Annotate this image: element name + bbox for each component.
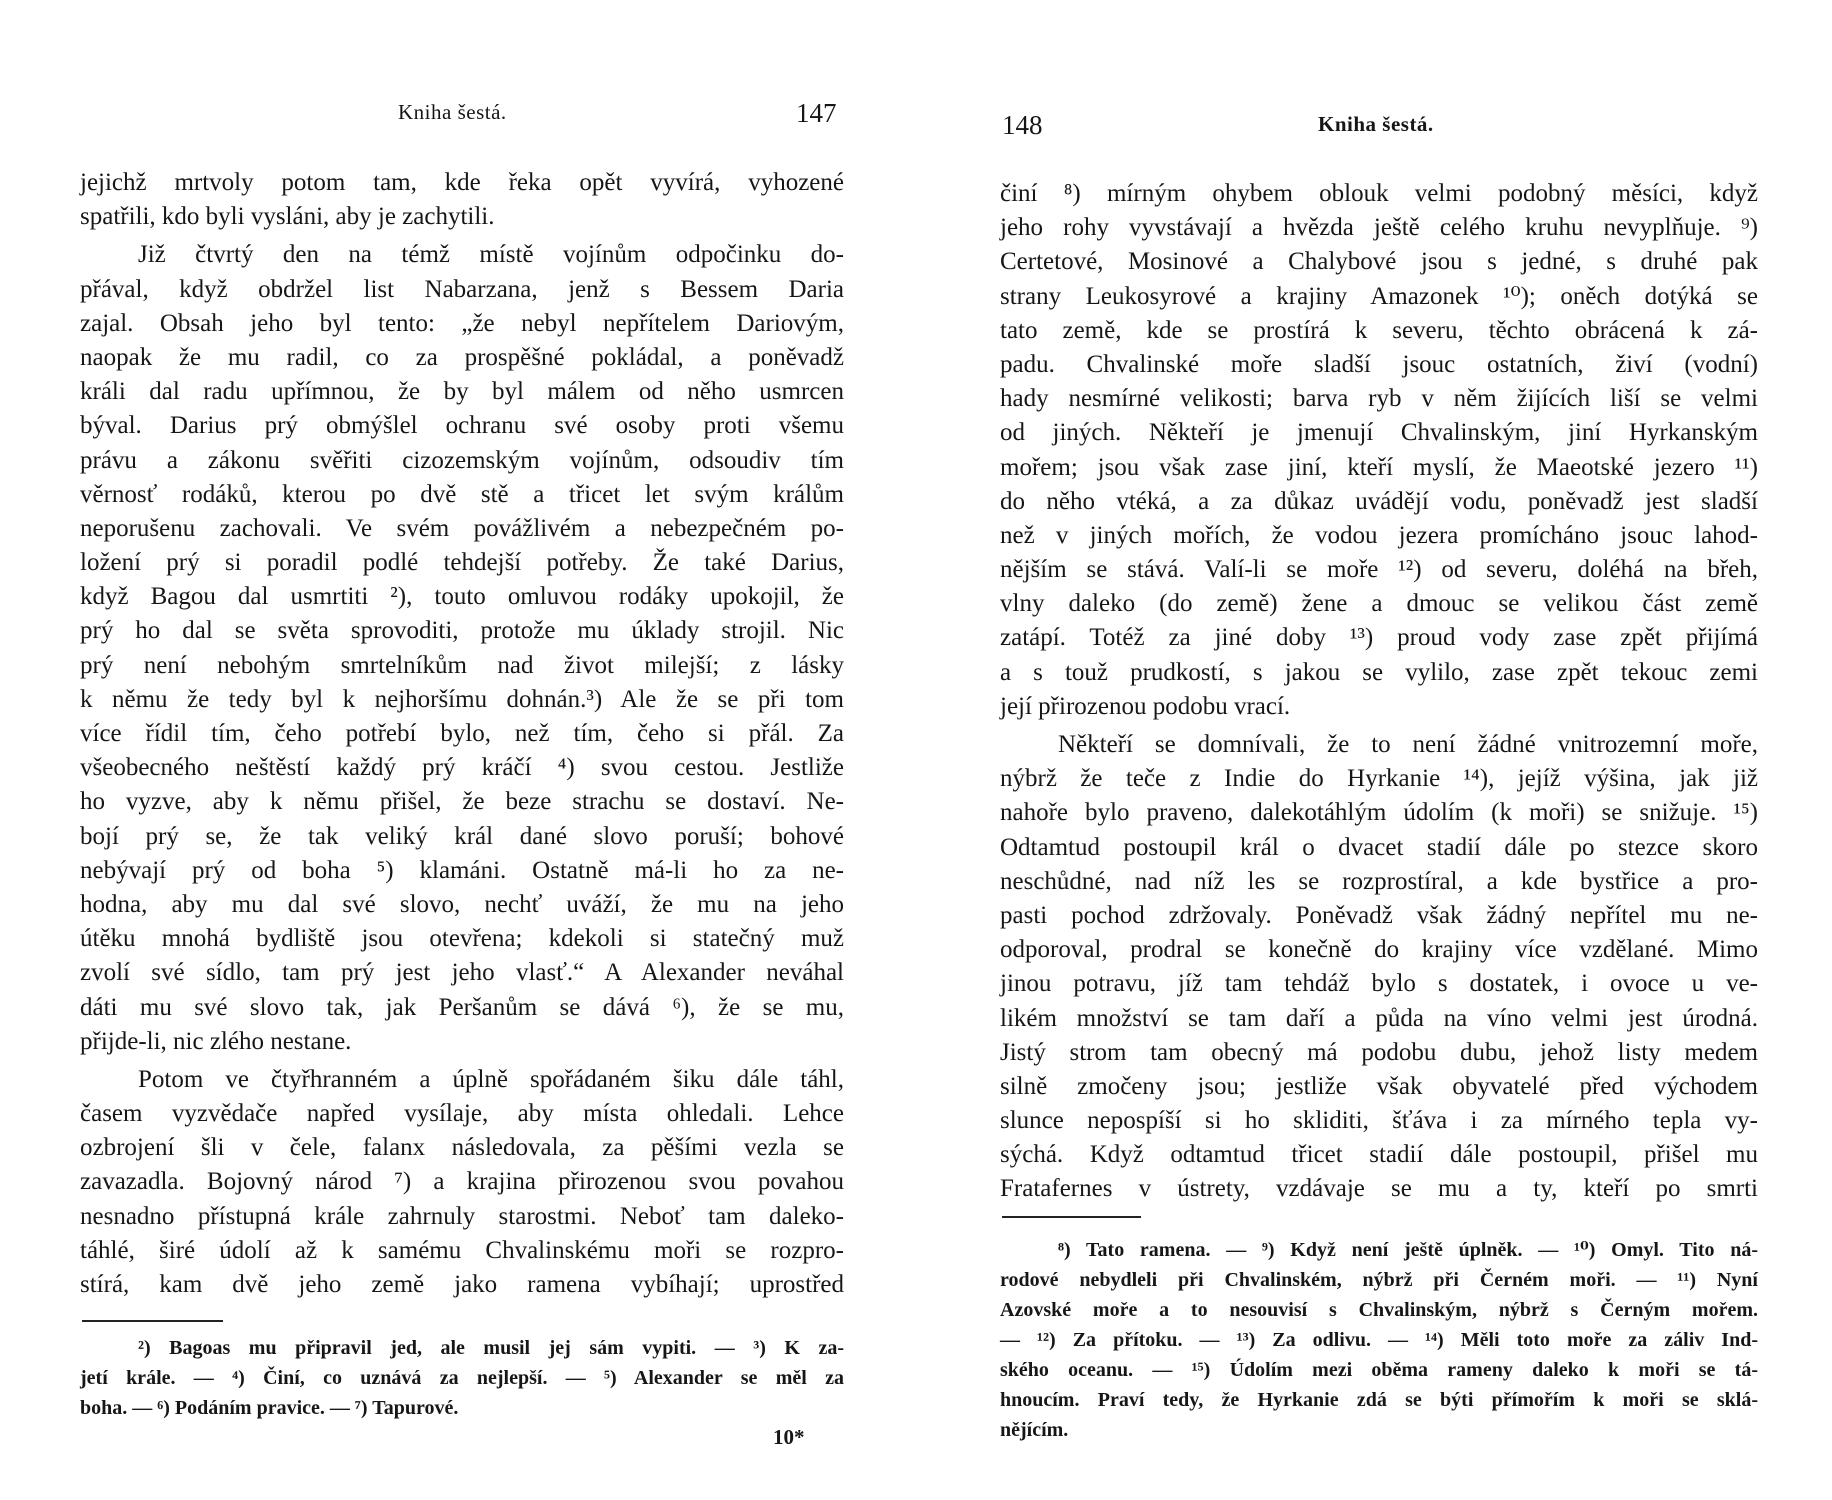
footnote-rule (82, 1320, 223, 1322)
footnote-line: hnoucím. Praví tedy, že Hyrkanie zdá se býti přímořím k moři se sklá- (1000, 1389, 1758, 1411)
text-line: slunce nepospíší si ho skliditi, šťáva i za mírného tepla vy- (1000, 1107, 1758, 1135)
text-line: neporušenu zachovali. Ve svém povážlivém a nebezpečném po- (80, 514, 844, 542)
text-line: prý ho dal se světa sprovoditi, protože mu úklady strojil. Nic (80, 617, 844, 645)
paragraph (1000, 177, 1758, 724)
footnote-line: jetí krále. — ⁴) Činí, co uznává za nejlepší. — ⁵) Alexander se měl za (80, 1367, 844, 1389)
text-line: dáti mu své slovo tak, jak Peršanům se dává ⁶), že se mu, (80, 993, 844, 1021)
text-line: Odtamtud postoupil král o dvacet stadií dále po stezce skoro (1000, 833, 1758, 861)
running-title: Kniha šestá. (1318, 112, 1434, 136)
text-line: ho vyzve, aby k němu přišel, že beze strachu se dostaví. Ne- (80, 788, 844, 816)
text-line: pasti pochod zdržovaly. Poněvadž však žádný nepřítel mu ne- (1000, 901, 1758, 929)
text-line: králi dal radu upřímnou, že by byl málem od něho usmrcen (80, 378, 844, 406)
text-line: vlny daleko (do země) žene a dmouc se velikou část země (1000, 590, 1758, 618)
text-line: a s touž prudkostí, s jakou se vylilo, zase zpět tekouc zemi (1000, 658, 1758, 686)
text-line: útěku mnohá bydliště jsou otevřena; kdekoli si statečný muž (80, 925, 844, 953)
text-line: nesnadno přístupná krále zahrnuly starostmi. Neboť tam daleko- (80, 1202, 844, 1230)
page-number: 148 (1002, 110, 1043, 140)
text-line: činí ⁸) mírným ohybem oblouk velmi podobný měsíci, když (1000, 180, 1758, 207)
signature-mark: 10* (773, 1425, 805, 1449)
text-line: tato země, kde se prostírá k severu, těchto obrácená k zá- (1000, 316, 1758, 344)
text-line: časem vyzvědače napřed vysílaje, aby místa ohledali. Lehce (80, 1100, 844, 1128)
text-line: Někteří se domnívali, že to není žádné vnitrozemní moře, (1058, 731, 1758, 758)
text-line: její přirozenou podobu vrací. (1000, 692, 1291, 720)
text-line: přával, když obdržel list Nabarzana, jenž s Bessem Daria (80, 275, 844, 303)
page-number: 147 (796, 98, 837, 128)
text-line: k němu že tedy byl k nejhoršímu dohnán.³) Ale že se při tom (80, 685, 844, 713)
footnote-line: ²) Bagoas mu připravil jed, ale musil jej sám vypiti. — ³) K za- (138, 1337, 844, 1359)
text-line: ozbrojení šli v čele, falanx následovala, za pěšími vezla se (80, 1134, 844, 1162)
text-line: likém množství se tam daří a půda na víno velmi jest úrodná. (1000, 1004, 1758, 1032)
text-line: sýchá. Když odtamtud třicet stadií dále postoupil, přišel mu (1000, 1141, 1758, 1169)
footnote-line: boha. — ⁶) Podáním pravice. — ⁷) Tapurové. (80, 1397, 459, 1419)
footnotes (1000, 1235, 1758, 1445)
text-line: Fratafernes v ústrety, vzdávaje se mu a ty, kteří po smrti (1000, 1175, 1758, 1203)
text-line: nýbrž že teče z Indie do Hyrkanie ¹⁴), jejíž výšina, jak již (1000, 765, 1758, 793)
footnote-rule (1002, 1216, 1141, 1218)
text-line: od jiných. Někteří je jmenují Chvalinským, jiní Hyrkanským (1000, 419, 1758, 447)
body-text (1000, 177, 1758, 1211)
text-line: strany Leukosyrové a krajiny Amazonek ¹⁰); oněch dotýká se (1000, 282, 1758, 310)
footnote-line: nějícím. (1000, 1419, 1069, 1441)
text-line: právu a zákonu svěřiti cizozemským vojínům, odsoudiv tím (80, 446, 844, 474)
footnote-line: ského oceanu. — ¹⁵) Údolím mezi oběma rameny daleko k moři se tá- (1000, 1359, 1758, 1381)
text-line: přijde-li, nic zlého nestane. (80, 1027, 352, 1055)
text-line: Certetové, Mosinové a Chalybové jsou s jedné, s druhé pak (1000, 248, 1758, 276)
footnote-line: ⁸) Tato ramena. — ⁹) Když není ještě úplněk. — ¹⁰) Omyl. Tito ná- (1058, 1239, 1758, 1261)
text-line: nahoře bylo praveno, dalekotáhlým údolím (k moři) se snižuje. ¹⁵) (1000, 799, 1758, 827)
text-line: zvolí své sídlo, tam prý jest jeho vlasť.“ A Alexander neváhal (80, 959, 844, 987)
text-line: odporoval, prodral se konečně do krajiny více vzdělané. Mimo (1000, 936, 1758, 964)
text-line: býval. Darius prý obmýšlel ochranu své osoby proti všemu (80, 412, 844, 440)
text-line: prý není nebohým smrtelníkům nad život milejší; z lásky (80, 651, 844, 679)
paragraph (80, 1063, 844, 1302)
text-line: když Bagou dal usmrtiti ²), touto omluvou rodáky upokojil, že (80, 583, 844, 611)
text-line: Již čtvrtý den na témž místě vojínům odpočinku do- (138, 241, 844, 269)
text-line: stírá, kam dvě jeho země jako ramena vybíhají; uprostřed (80, 1271, 844, 1298)
text-line: všeobecného neštěstí každý prý kráčí ⁴) svou cestou. Jestliže (80, 754, 844, 782)
text-line: nějším se stává. Valí-li se moře ¹²) od severu, doléhá na břeh, (1000, 556, 1758, 584)
text-line: mořem; jsou však zase jiní, kteří myslí, že Maeotské jezero ¹¹) (1000, 453, 1758, 481)
text-line: spatřili, kdo byli vysláni, aby je zachytili. (80, 203, 495, 231)
text-line: nebývají prý od boha ⁵) klamáni. Ostatně má-li ho za ne- (80, 856, 844, 884)
text-line: naopak že mu radil, co za prospěšné pokládal, a poněvadž (80, 343, 844, 371)
footnote-line: Azovské moře a to nesouvisí s Chvalinským, nýbrž s Černým mořem. (1000, 1299, 1758, 1321)
body-text (80, 166, 844, 1306)
text-line: Jistý strom tam obecný má podobu dubu, jehož listy medem (1000, 1038, 1758, 1066)
text-line: zatápí. Totéž za jiné doby ¹³) proud vody zase zpět přijímá (1000, 624, 1758, 652)
text-line: ložení prý si poradil podlé tehdejší potřeby. Že také Darius, (80, 549, 844, 577)
text-line: zavazadla. Bojovný národ ⁷) a krajina přirozenou svou povahou (80, 1168, 844, 1196)
text-line: než v jiných mořích, že vodou jezera promícháno jsouc lahod- (1000, 521, 1758, 549)
text-line: hodna, aby mu dal své slovo, nechť uváží, že mu na jeho (80, 890, 844, 918)
paragraph (80, 238, 844, 1059)
text-line: jinou potravu, jíž tam tehdáž bylo s dostatek, i ovoce u ve- (1000, 970, 1758, 998)
footnote-line: — ¹²) Za přítoku. — ¹³) Za odlivu. — ¹⁴) Měli toto moře za záliv Ind- (1000, 1329, 1758, 1351)
text-line: jejichž mrtvoly potom tam, kde řeka opět vyvírá, vyhozené (80, 169, 844, 196)
paragraph (80, 166, 844, 234)
text-line: Potom ve čtyřhranném a úplně spořádaném šiku dále táhl, (138, 1065, 844, 1093)
text-line: do něho vtéká, a za důkaz uvádějí vodu, poněvadž jest sladší (1000, 487, 1758, 515)
text-line: bojí prý se, že tak veliký král dané slovo poruší; bohové (80, 822, 844, 850)
text-line: padu. Chvalinské moře sladší jsouc ostatních, živí (vodní) (1000, 350, 1758, 378)
running-title: Kniha šestá. (398, 100, 507, 124)
text-line: jeho rohy vyvstávají a hvězda ještě celého kruhu nevyplňuje. ⁹) (1000, 214, 1758, 242)
footnote-line: rodové nebydleli při Chvalinském, nýbrž při Černém moři. — ¹¹) Nyní (1000, 1269, 1758, 1291)
text-line: neschůdné, nad níž les se rozprostíral, a kde bystřice a pro- (1000, 867, 1758, 895)
text-line: hady nesmírné velikosti; barva ryb v něm žijících liší se velmi (1000, 385, 1758, 413)
text-line: věrnosť rodáků, kterou po dvě stě a třicet let svým králům (80, 480, 844, 508)
text-line: více řídil tím, čeho potřebí bylo, než tím, čeho si přál. Za (80, 720, 844, 747)
text-line: silně zmočeny jsou; jestliže však obyvatelé před východem (1000, 1072, 1758, 1100)
text-line: zajal. Obsah jeho byl tento: „že nebyl nepřítelem Dariovým, (80, 309, 844, 337)
text-line: táhlé, širé údolí až k samému Chvalinskému moři se rozpro- (80, 1236, 844, 1264)
paragraph (1000, 728, 1758, 1207)
footnotes (80, 1333, 844, 1423)
